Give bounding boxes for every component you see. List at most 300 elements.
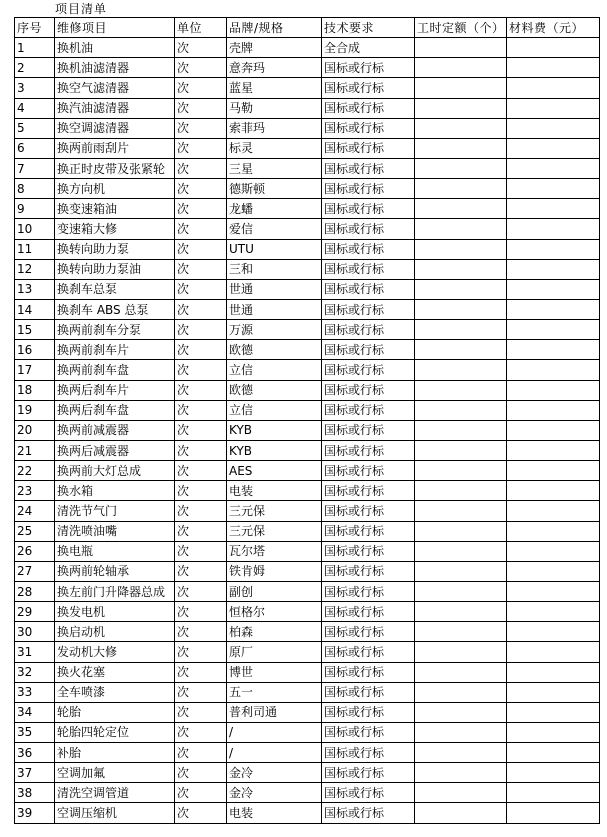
cell-tech-requirement: 国标或行标 bbox=[322, 400, 415, 420]
cell-seq: 22 bbox=[15, 461, 55, 481]
cell-seq: 18 bbox=[15, 380, 55, 400]
cell-seq: 19 bbox=[15, 400, 55, 420]
cell-labor-quota bbox=[415, 118, 507, 138]
cell-repair-item: 换两前大灯总成 bbox=[55, 461, 175, 481]
cell-brand-spec: 壳牌 bbox=[227, 38, 322, 58]
cell-seq: 28 bbox=[15, 581, 55, 601]
cell-unit: 次 bbox=[175, 320, 227, 340]
cell-brand-spec: 立信 bbox=[227, 400, 322, 420]
cell-tech-requirement: 国标或行标 bbox=[322, 138, 415, 158]
table-row bbox=[15, 138, 600, 158]
column-header-tech-requirement: 技术要求 bbox=[322, 18, 415, 38]
table-row bbox=[15, 219, 600, 239]
cell-repair-item: 换两后减震器 bbox=[55, 440, 175, 460]
cell-repair-item: 换正时皮带及张紧轮 bbox=[55, 158, 175, 178]
cell-material-cost bbox=[507, 783, 600, 803]
cell-seq: 9 bbox=[15, 199, 55, 219]
cell-unit: 次 bbox=[175, 219, 227, 239]
cell-repair-item: 换两后刹车片 bbox=[55, 380, 175, 400]
cell-repair-item: 换两前减震器 bbox=[55, 420, 175, 440]
cell-seq: 6 bbox=[15, 138, 55, 158]
cell-material-cost bbox=[507, 622, 600, 642]
cell-unit: 次 bbox=[175, 38, 227, 58]
project-list-table bbox=[14, 17, 600, 824]
cell-tech-requirement: 国标或行标 bbox=[322, 743, 415, 763]
page-title: 项目清单 bbox=[55, 2, 108, 16]
cell-seq: 10 bbox=[15, 219, 55, 239]
cell-seq: 37 bbox=[15, 763, 55, 783]
cell-unit: 次 bbox=[175, 541, 227, 561]
cell-material-cost bbox=[507, 158, 600, 178]
cell-material-cost bbox=[507, 803, 600, 823]
cell-material-cost bbox=[507, 259, 600, 279]
cell-tech-requirement: 国标或行标 bbox=[322, 702, 415, 722]
cell-brand-spec: 意奔玛 bbox=[227, 58, 322, 78]
cell-unit: 次 bbox=[175, 158, 227, 178]
cell-repair-item: 换左前门升降器总成 bbox=[55, 581, 175, 601]
cell-labor-quota bbox=[415, 743, 507, 763]
cell-brand-spec: 万源 bbox=[227, 320, 322, 340]
cell-unit: 次 bbox=[175, 763, 227, 783]
cell-tech-requirement: 国标或行标 bbox=[322, 461, 415, 481]
table-header-row bbox=[15, 18, 600, 38]
table-row bbox=[15, 78, 600, 98]
cell-material-cost bbox=[507, 118, 600, 138]
cell-brand-spec: 瓦尔塔 bbox=[227, 541, 322, 561]
cell-material-cost bbox=[507, 98, 600, 118]
cell-seq: 33 bbox=[15, 682, 55, 702]
cell-repair-item: 全车喷漆 bbox=[55, 682, 175, 702]
cell-repair-item: 换汽油滤清器 bbox=[55, 98, 175, 118]
cell-unit: 次 bbox=[175, 199, 227, 219]
cell-repair-item: 空调压缩机 bbox=[55, 803, 175, 823]
cell-unit: 次 bbox=[175, 239, 227, 259]
table-row bbox=[15, 259, 600, 279]
cell-material-cost bbox=[507, 642, 600, 662]
cell-repair-item: 轮胎四轮定位 bbox=[55, 722, 175, 742]
cell-seq: 1 bbox=[15, 38, 55, 58]
cell-unit: 次 bbox=[175, 581, 227, 601]
cell-labor-quota bbox=[415, 581, 507, 601]
cell-brand-spec: 电装 bbox=[227, 803, 322, 823]
cell-seq: 38 bbox=[15, 783, 55, 803]
column-header-labor-quota: 工时定额（个） bbox=[415, 18, 507, 38]
cell-labor-quota bbox=[415, 199, 507, 219]
cell-repair-item: 空调加氟 bbox=[55, 763, 175, 783]
cell-repair-item: 换两前刹车盘 bbox=[55, 360, 175, 380]
cell-tech-requirement: 国标或行标 bbox=[322, 602, 415, 622]
cell-tech-requirement: 国标或行标 bbox=[322, 299, 415, 319]
cell-material-cost bbox=[507, 602, 600, 622]
cell-material-cost bbox=[507, 420, 600, 440]
cell-repair-item: 换转向助力泵油 bbox=[55, 259, 175, 279]
cell-labor-quota bbox=[415, 138, 507, 158]
cell-labor-quota bbox=[415, 78, 507, 98]
cell-material-cost bbox=[507, 541, 600, 561]
cell-labor-quota bbox=[415, 642, 507, 662]
cell-labor-quota bbox=[415, 440, 507, 460]
cell-seq: 26 bbox=[15, 541, 55, 561]
cell-tech-requirement: 国标或行标 bbox=[322, 219, 415, 239]
cell-labor-quota bbox=[415, 279, 507, 299]
cell-material-cost bbox=[507, 138, 600, 158]
table-row bbox=[15, 743, 600, 763]
cell-brand-spec: / bbox=[227, 722, 322, 742]
cell-brand-spec: KYB bbox=[227, 440, 322, 460]
cell-brand-spec: / bbox=[227, 743, 322, 763]
table-row bbox=[15, 400, 600, 420]
cell-unit: 次 bbox=[175, 783, 227, 803]
cell-unit: 次 bbox=[175, 561, 227, 581]
cell-repair-item: 换水箱 bbox=[55, 481, 175, 501]
cell-unit: 次 bbox=[175, 400, 227, 420]
cell-repair-item: 换发电机 bbox=[55, 602, 175, 622]
cell-repair-item: 换火花塞 bbox=[55, 662, 175, 682]
cell-brand-spec: 索菲玛 bbox=[227, 118, 322, 138]
cell-unit: 次 bbox=[175, 58, 227, 78]
cell-labor-quota bbox=[415, 783, 507, 803]
cell-unit: 次 bbox=[175, 501, 227, 521]
cell-material-cost bbox=[507, 239, 600, 259]
cell-material-cost bbox=[507, 501, 600, 521]
cell-labor-quota bbox=[415, 58, 507, 78]
table-row bbox=[15, 38, 600, 58]
cell-seq: 35 bbox=[15, 722, 55, 742]
table-row bbox=[15, 501, 600, 521]
table-row bbox=[15, 279, 600, 299]
cell-brand-spec: 五一 bbox=[227, 682, 322, 702]
cell-labor-quota bbox=[415, 179, 507, 199]
table-row bbox=[15, 360, 600, 380]
cell-labor-quota bbox=[415, 239, 507, 259]
cell-unit: 次 bbox=[175, 118, 227, 138]
cell-tech-requirement: 国标或行标 bbox=[322, 420, 415, 440]
cell-brand-spec: 德斯顿 bbox=[227, 179, 322, 199]
cell-material-cost bbox=[507, 521, 600, 541]
cell-unit: 次 bbox=[175, 521, 227, 541]
table-row bbox=[15, 320, 600, 340]
cell-material-cost bbox=[507, 219, 600, 239]
table-row bbox=[15, 239, 600, 259]
cell-repair-item: 换两前刹车分泵 bbox=[55, 320, 175, 340]
table-row bbox=[15, 299, 600, 319]
cell-material-cost bbox=[507, 722, 600, 742]
table-row bbox=[15, 783, 600, 803]
cell-seq: 13 bbox=[15, 279, 55, 299]
cell-tech-requirement: 国标或行标 bbox=[322, 78, 415, 98]
cell-material-cost bbox=[507, 662, 600, 682]
cell-brand-spec: 龙蟠 bbox=[227, 199, 322, 219]
cell-seq: 34 bbox=[15, 702, 55, 722]
cell-labor-quota bbox=[415, 622, 507, 642]
cell-material-cost bbox=[507, 360, 600, 380]
cell-tech-requirement: 国标或行标 bbox=[322, 642, 415, 662]
cell-labor-quota bbox=[415, 360, 507, 380]
cell-unit: 次 bbox=[175, 602, 227, 622]
table-row bbox=[15, 622, 600, 642]
cell-labor-quota bbox=[415, 722, 507, 742]
cell-unit: 次 bbox=[175, 279, 227, 299]
cell-repair-item: 清洗喷油嘴 bbox=[55, 521, 175, 541]
cell-brand-spec: 恒格尔 bbox=[227, 602, 322, 622]
cell-labor-quota bbox=[415, 602, 507, 622]
cell-labor-quota bbox=[415, 299, 507, 319]
cell-labor-quota bbox=[415, 541, 507, 561]
cell-repair-item: 换刹车 ABS 总泵 bbox=[55, 299, 175, 319]
cell-brand-spec: 三元保 bbox=[227, 521, 322, 541]
table-row bbox=[15, 481, 600, 501]
cell-seq: 7 bbox=[15, 158, 55, 178]
cell-brand-spec: 世通 bbox=[227, 299, 322, 319]
cell-brand-spec: KYB bbox=[227, 420, 322, 440]
cell-brand-spec: 三元保 bbox=[227, 501, 322, 521]
cell-material-cost bbox=[507, 299, 600, 319]
cell-seq: 14 bbox=[15, 299, 55, 319]
cell-material-cost bbox=[507, 743, 600, 763]
cell-brand-spec: 欧德 bbox=[227, 340, 322, 360]
cell-labor-quota bbox=[415, 662, 507, 682]
cell-repair-item: 补胎 bbox=[55, 743, 175, 763]
cell-brand-spec: 普利司通 bbox=[227, 702, 322, 722]
cell-tech-requirement: 国标或行标 bbox=[322, 380, 415, 400]
cell-labor-quota bbox=[415, 340, 507, 360]
cell-seq: 15 bbox=[15, 320, 55, 340]
cell-seq: 20 bbox=[15, 420, 55, 440]
cell-unit: 次 bbox=[175, 682, 227, 702]
cell-brand-spec: 金冷 bbox=[227, 783, 322, 803]
column-header-material-cost: 材料费（元） bbox=[507, 18, 600, 38]
cell-brand-spec: 原厂 bbox=[227, 642, 322, 662]
cell-seq: 23 bbox=[15, 481, 55, 501]
cell-repair-item: 发动机大修 bbox=[55, 642, 175, 662]
cell-repair-item: 换转向助力泵 bbox=[55, 239, 175, 259]
column-header-seq: 序号 bbox=[15, 18, 55, 38]
cell-repair-item: 换刹车总泵 bbox=[55, 279, 175, 299]
cell-material-cost bbox=[507, 380, 600, 400]
cell-material-cost bbox=[507, 440, 600, 460]
cell-material-cost bbox=[507, 199, 600, 219]
cell-material-cost bbox=[507, 400, 600, 420]
cell-brand-spec: 立信 bbox=[227, 360, 322, 380]
table-row bbox=[15, 602, 600, 622]
cell-seq: 21 bbox=[15, 440, 55, 460]
cell-repair-item: 清洗节气门 bbox=[55, 501, 175, 521]
cell-brand-spec: 铁肯姆 bbox=[227, 561, 322, 581]
cell-labor-quota bbox=[415, 400, 507, 420]
cell-labor-quota bbox=[415, 461, 507, 481]
cell-labor-quota bbox=[415, 481, 507, 501]
cell-tech-requirement: 全合成 bbox=[322, 38, 415, 58]
cell-unit: 次 bbox=[175, 461, 227, 481]
table-row bbox=[15, 158, 600, 178]
cell-material-cost bbox=[507, 279, 600, 299]
cell-material-cost bbox=[507, 581, 600, 601]
cell-brand-spec: 爱信 bbox=[227, 219, 322, 239]
cell-tech-requirement: 国标或行标 bbox=[322, 279, 415, 299]
cell-labor-quota bbox=[415, 38, 507, 58]
cell-unit: 次 bbox=[175, 642, 227, 662]
cell-labor-quota bbox=[415, 259, 507, 279]
cell-tech-requirement: 国标或行标 bbox=[322, 803, 415, 823]
table-row bbox=[15, 682, 600, 702]
cell-brand-spec: 副创 bbox=[227, 581, 322, 601]
cell-material-cost bbox=[507, 561, 600, 581]
table-row bbox=[15, 702, 600, 722]
cell-unit: 次 bbox=[175, 702, 227, 722]
table-row bbox=[15, 440, 600, 460]
cell-tech-requirement: 国标或行标 bbox=[322, 662, 415, 682]
table-row bbox=[15, 521, 600, 541]
cell-labor-quota bbox=[415, 219, 507, 239]
cell-unit: 次 bbox=[175, 420, 227, 440]
cell-seq: 27 bbox=[15, 561, 55, 581]
cell-repair-item: 换空调滤清器 bbox=[55, 118, 175, 138]
cell-seq: 30 bbox=[15, 622, 55, 642]
table-row bbox=[15, 803, 600, 823]
cell-material-cost bbox=[507, 320, 600, 340]
cell-brand-spec: 柏森 bbox=[227, 622, 322, 642]
cell-tech-requirement: 国标或行标 bbox=[322, 239, 415, 259]
table-row bbox=[15, 118, 600, 138]
cell-material-cost bbox=[507, 179, 600, 199]
cell-labor-quota bbox=[415, 763, 507, 783]
cell-brand-spec: 蓝星 bbox=[227, 78, 322, 98]
table-row bbox=[15, 581, 600, 601]
cell-unit: 次 bbox=[175, 440, 227, 460]
table-row bbox=[15, 561, 600, 581]
table-row bbox=[15, 340, 600, 360]
cell-brand-spec: 电装 bbox=[227, 481, 322, 501]
cell-brand-spec: 三星 bbox=[227, 158, 322, 178]
cell-tech-requirement: 国标或行标 bbox=[322, 682, 415, 702]
cell-tech-requirement: 国标或行标 bbox=[322, 118, 415, 138]
cell-seq: 31 bbox=[15, 642, 55, 662]
cell-brand-spec: AES bbox=[227, 461, 322, 481]
cell-tech-requirement: 国标或行标 bbox=[322, 481, 415, 501]
cell-repair-item: 换机油滤清器 bbox=[55, 58, 175, 78]
cell-tech-requirement: 国标或行标 bbox=[322, 98, 415, 118]
cell-tech-requirement: 国标或行标 bbox=[322, 360, 415, 380]
table-row bbox=[15, 722, 600, 742]
cell-unit: 次 bbox=[175, 481, 227, 501]
cell-material-cost bbox=[507, 481, 600, 501]
cell-repair-item: 换启动机 bbox=[55, 622, 175, 642]
cell-tech-requirement: 国标或行标 bbox=[322, 440, 415, 460]
cell-repair-item: 变速箱大修 bbox=[55, 219, 175, 239]
cell-labor-quota bbox=[415, 521, 507, 541]
cell-tech-requirement: 国标或行标 bbox=[322, 501, 415, 521]
cell-seq: 3 bbox=[15, 78, 55, 98]
cell-seq: 12 bbox=[15, 259, 55, 279]
cell-seq: 5 bbox=[15, 118, 55, 138]
cell-tech-requirement: 国标或行标 bbox=[322, 179, 415, 199]
cell-brand-spec: 标灵 bbox=[227, 138, 322, 158]
cell-seq: 25 bbox=[15, 521, 55, 541]
cell-repair-item: 换两前刹车片 bbox=[55, 340, 175, 360]
cell-material-cost bbox=[507, 461, 600, 481]
cell-brand-spec: 博世 bbox=[227, 662, 322, 682]
table-row bbox=[15, 420, 600, 440]
cell-labor-quota bbox=[415, 158, 507, 178]
cell-labor-quota bbox=[415, 682, 507, 702]
cell-tech-requirement: 国标或行标 bbox=[322, 58, 415, 78]
cell-unit: 次 bbox=[175, 662, 227, 682]
cell-unit: 次 bbox=[175, 78, 227, 98]
cell-material-cost bbox=[507, 682, 600, 702]
cell-seq: 2 bbox=[15, 58, 55, 78]
cell-unit: 次 bbox=[175, 98, 227, 118]
cell-repair-item: 轮胎 bbox=[55, 702, 175, 722]
cell-unit: 次 bbox=[175, 380, 227, 400]
table-row bbox=[15, 199, 600, 219]
column-header-unit: 单位 bbox=[175, 18, 227, 38]
cell-repair-item: 换空气滤清器 bbox=[55, 78, 175, 98]
cell-seq: 36 bbox=[15, 743, 55, 763]
table-row bbox=[15, 461, 600, 481]
cell-unit: 次 bbox=[175, 722, 227, 742]
cell-tech-requirement: 国标或行标 bbox=[322, 783, 415, 803]
cell-repair-item: 换方向机 bbox=[55, 179, 175, 199]
cell-seq: 39 bbox=[15, 803, 55, 823]
table-row bbox=[15, 662, 600, 682]
cell-repair-item: 换两前雨刮片 bbox=[55, 138, 175, 158]
cell-seq: 24 bbox=[15, 501, 55, 521]
cell-tech-requirement: 国标或行标 bbox=[322, 722, 415, 742]
cell-tech-requirement: 国标或行标 bbox=[322, 259, 415, 279]
cell-material-cost bbox=[507, 340, 600, 360]
cell-repair-item: 清洗空调管道 bbox=[55, 783, 175, 803]
table-row bbox=[15, 179, 600, 199]
cell-unit: 次 bbox=[175, 138, 227, 158]
cell-labor-quota bbox=[415, 501, 507, 521]
cell-tech-requirement: 国标或行标 bbox=[322, 763, 415, 783]
cell-repair-item: 换两前轮轴承 bbox=[55, 561, 175, 581]
cell-unit: 次 bbox=[175, 803, 227, 823]
cell-tech-requirement: 国标或行标 bbox=[322, 199, 415, 219]
cell-labor-quota bbox=[415, 420, 507, 440]
cell-seq: 32 bbox=[15, 662, 55, 682]
cell-tech-requirement: 国标或行标 bbox=[322, 158, 415, 178]
cell-seq: 4 bbox=[15, 98, 55, 118]
cell-brand-spec: 世通 bbox=[227, 279, 322, 299]
cell-tech-requirement: 国标或行标 bbox=[322, 622, 415, 642]
cell-labor-quota bbox=[415, 380, 507, 400]
table-row bbox=[15, 380, 600, 400]
table-row bbox=[15, 58, 600, 78]
cell-labor-quota bbox=[415, 803, 507, 823]
cell-brand-spec: 欧德 bbox=[227, 380, 322, 400]
cell-unit: 次 bbox=[175, 360, 227, 380]
column-header-brand-spec: 品牌/规格 bbox=[227, 18, 322, 38]
table-row bbox=[15, 98, 600, 118]
cell-material-cost bbox=[507, 78, 600, 98]
cell-repair-item: 换机油 bbox=[55, 38, 175, 58]
cell-brand-spec: 马勒 bbox=[227, 98, 322, 118]
cell-tech-requirement: 国标或行标 bbox=[322, 340, 415, 360]
cell-seq: 16 bbox=[15, 340, 55, 360]
cell-unit: 次 bbox=[175, 743, 227, 763]
cell-seq: 29 bbox=[15, 602, 55, 622]
cell-material-cost bbox=[507, 763, 600, 783]
cell-unit: 次 bbox=[175, 299, 227, 319]
table-row bbox=[15, 541, 600, 561]
cell-material-cost bbox=[507, 58, 600, 78]
cell-brand-spec: 金冷 bbox=[227, 763, 322, 783]
cell-repair-item: 换两后刹车盘 bbox=[55, 400, 175, 420]
cell-tech-requirement: 国标或行标 bbox=[322, 521, 415, 541]
cell-labor-quota bbox=[415, 561, 507, 581]
cell-unit: 次 bbox=[175, 340, 227, 360]
